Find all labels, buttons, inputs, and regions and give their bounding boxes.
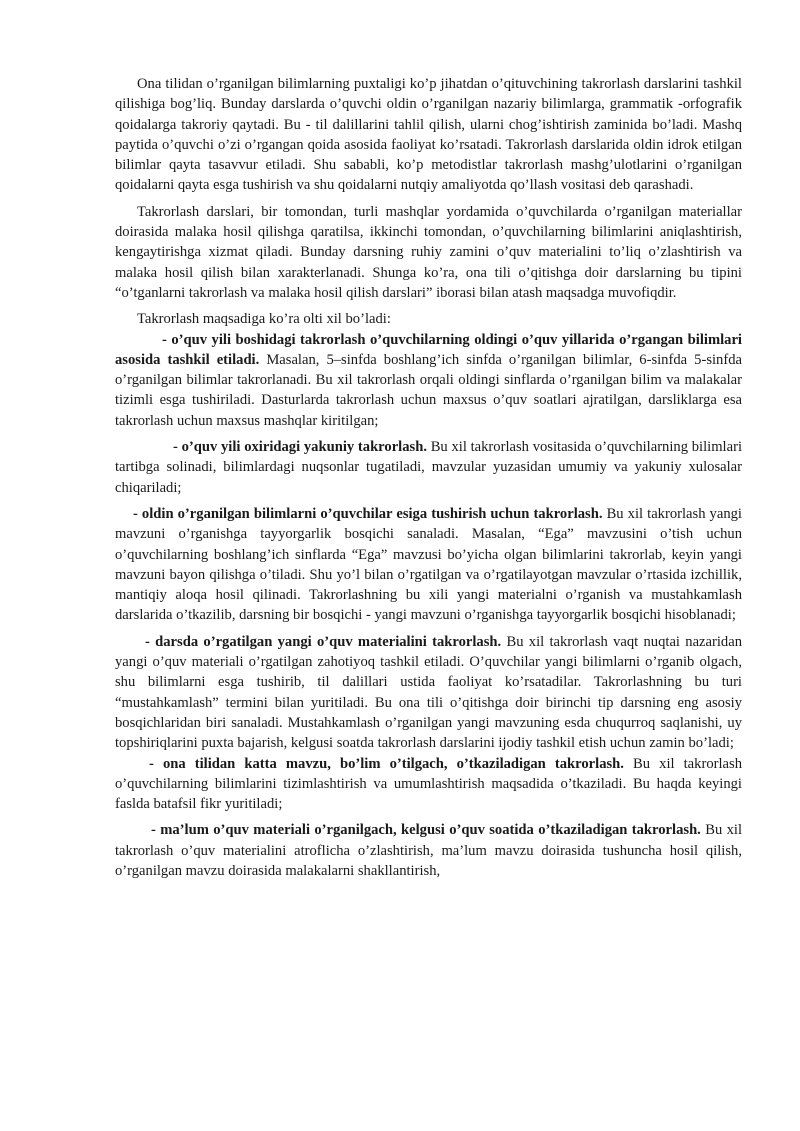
paragraph-types-heading: Takrorlash maqsadiga ko’ra olti xil bo’ladi: xyxy=(137,311,391,328)
list-item-text: Bu xil takrorlash vaqt nuqtai nazaridan yangi o’quv materiali o’rgatilgan zahotiyoq tashkil etiladi. O’quvchilar yangi bilimlarni o’rganib olgach, shu bilimlarni esga tushirib, til dalillari ustida faoliyat ko’rsatadilar. Takrorlashning bu turi “mustahkamlash” termini bilan yuritiladi. Bu ona tili o’qitishga doir birinchi tip darsning eng asosiy bosqichlaridan biri sanaladi. Mustahkamlash o’rganilgan yangi mavzuning esda chuqurroq saqlanishi, uy topshiriqlarini puxta bajarish, kelgusi soatda takrorlash darslarini ijodiy tashkil etish uchun zamin bo’ladi; xyxy=(115,633,742,752)
list-item-new-material xyxy=(115,632,742,754)
list-item-next-lesson xyxy=(115,820,742,881)
list-item-bold: - ona tilidan katta mavzu, bo’lim o’tilgach, o’tkaziladigan takrorlash. xyxy=(149,755,624,772)
list-item-large-topic xyxy=(115,754,742,815)
list-item-bold: - o’quv yili oxiridagi yakuniy takrorlash. xyxy=(173,439,427,456)
list-item-text: Bu xil takrorlash o’quvchilarning bilimlarini tizimlashtirish va umumlashtirish maqsadida o’tkaziladi. Bu haqda keyingi faslda batafsil fikr yuritiladi; xyxy=(115,755,742,813)
paragraph-repetition-lessons: Takrorlash darslari, bir tomondan, turli mashqlar yordamida o’quvchilarda o’rganilgan materiallar doirasida malaka hosil qilishga qaratilsa, ikkinchi tomondan, o’quvchilarning bilimlarini aniqlashtirish, kengaytirishga xizmat qiladi. Bunday darsning ruhiy zamini o’quv materialini to’liq o’zlashtirish va malaka hosil qilish bilan xarakterlanadi. Shunga ko’ra, ona tili o’qitishga doir darslarning bu tipini “o’tganlarni takrorlash va malaka hosil qilish darslari” iborasi bilan atash maqsadga muvofiqdir. xyxy=(115,203,742,301)
list-item-year-start xyxy=(115,330,742,431)
list-item-text: Bu xil takrorlash o’quv materialini atroflicha o’zlashtirish, ma’lum mavzu doirasida tushuncha hosil qilish, o’rganilgan mavzu doirasida malakalarni shakllantirish, xyxy=(115,822,743,879)
list-item-bold: - darsda o’rgatilgan yangi o’quv materialini takrorlash. xyxy=(145,633,502,650)
list-item-bold: - oldin o’rganilgan bilimlarni o’quvchilar esiga tushirish uchun takrorlash. xyxy=(133,505,603,522)
list-item-recall xyxy=(115,504,742,626)
list-item-text: Masalan, 5–sinfda boshlang’ich sinfda o’rganilgan bilimlar, 6-sinfda 5-sinfda o’rganilgan bilimlar takrorlanadi. Bu xil takrorlash orqali oldingi sinflarda o’rganilgan bilim va malakalar tizimli esga tushiriladi. Dasturlarda takrorlash uchun maxsus o’quv soatlari ajratilgan, darsliklarga esa takrorlash uchun maxsus mashqlar kiritilgan; xyxy=(115,351,742,429)
paragraph-intro: Ona tilidan o’rganilgan bilimlarning puxtaligi ko’p jihatdan o’qituvchining takrorlash darslarini tashkil qilishiga bog’liq. Bunday darslarda o’quvchi oldin o’rganilgan nazariy bilimlarga, grammatik -orfografik qoidalarga takroriy qaytadi. Bu - til dalillarini tahlil qilish, ularni chog’ishtirish zaminida bo’ladi. Mashq paytida o’quvchi o’zi o’rgangan qoida asosida faoliyat ko’rsatadi. Takrorlash darslarida oldin idrok etilgan bilimlar qayta tasavvur etiladi. Shu sababli, ko’p metodistlar takrorlash mashg’ulotlarini o’rganilgan qoidalarni qayta esga tushirish va shu qoidalarni nutqiy amaliyotda qo’llash vositasi deb qarashadi. xyxy=(115,76,742,194)
list-item-bold: - o’quv yili boshidagi takrorlash o’quvchilarning oldingi o’quv yillarida o’rgangan bilimlari asosida tashkil etiladi. xyxy=(115,331,742,368)
document-page xyxy=(115,74,742,887)
list-item-bold: - ma’lum o’quv materiali o’rganilgach, kelgusi o’quv soatida o’tkaziladigan takrorlash. xyxy=(151,822,701,839)
list-item-year-end xyxy=(115,437,742,498)
list-item-text: Bu xil takrorlash vositasida o’quvchilarning bilimlari tartibga solinadi, bilimlardagi nuqsonlar tugatiladi, mavzular yuzasidan umumiy va yakuniy xulosalar chiqariladi; xyxy=(115,439,742,496)
list-item-text: Bu xil takrorlash yangi mavzuni o’rganishga tayyorgarlik bosqichi sanaladi. Masalan, “Ega” mavzusini o’tish uchun o’quvchilarning boshlang’ich sinflarda “Ega” mavzusi bo’yicha olgan bilimlarini takrorlab, keyin yangi mavzuni bayon qilishga o’tiladi. Shu yo’l bilan o’rgatilgan va o’rgatilayotgan mavzular o’rtasida izchillik, mantiqiy aloqa hosil qilinadi. Takrorlashning bu xili yangi materialni o’rganish va mustahkamlash darslarida o’tkazilib, darsning bir bosqichi - yangi mavzuni o’rganishga tayyorgarlik bosqichi hisoblanadi; xyxy=(115,505,742,624)
